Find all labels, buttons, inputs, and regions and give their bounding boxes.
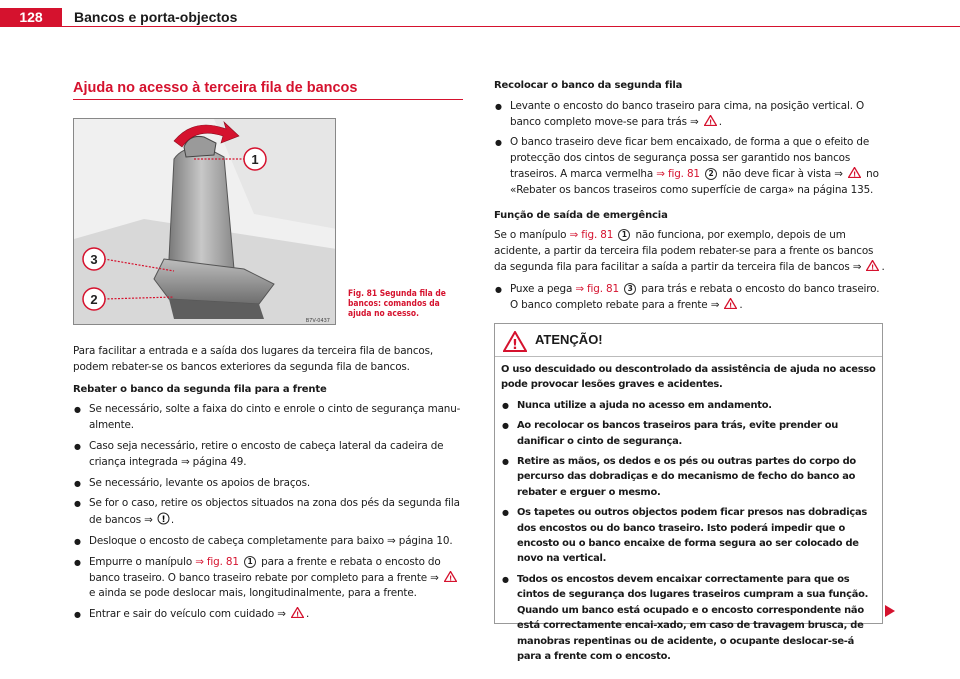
svg-text:!: ! [161, 515, 166, 526]
seat-illustration [74, 119, 336, 325]
list-item: ● Se necessário, solte a faixa do cinto e enrole o cinto de segurança manu-almente. [73, 402, 468, 434]
warning-body [495, 357, 882, 664]
list-item: ● Levante o encosto do banco traseiro para cima, na posição vertical. O banco completo move-se para trás ⇒ ! . [494, 99, 886, 131]
warning-box [494, 323, 883, 662]
list-item: ● O banco traseiro deve ficar bem encaixado, de forma a que o efeito de protecção dos cintos de segurança possa ser garantido nos bancos traseiros. A marca vermelha ⇒ fig. 81 2 não deve ficar à vista ⇒ ! no «Rebater os bancos traseiros como superfície de carga» na página 135. [494, 135, 886, 198]
ref-badge: 2 [705, 168, 717, 180]
right-column [494, 78, 886, 318]
intro-paragraph: Para facilitar a entrada e a saída dos lugares da terceira fila de bancos, podem rebater-se os bancos exteriores da segunda fila de bancos. [73, 345, 434, 373]
fig-link[interactable]: ⇒ fig. 81 [569, 229, 614, 242]
warning-icon [291, 607, 304, 618]
warning-triangle-icon [503, 331, 527, 352]
section-title: Ajuda no acesso à terceira fila de bancos [73, 80, 358, 96]
warning-icon [848, 167, 861, 178]
svg-text:!: ! [729, 301, 733, 309]
ref-badge: 1 [244, 556, 256, 568]
subhead-emergency: Função de saída de emergência [494, 209, 668, 221]
left-column [73, 344, 468, 628]
warning-icon [724, 298, 737, 309]
fig-link[interactable]: ⇒ fig. 81 [195, 555, 239, 568]
section-rule [73, 99, 463, 100]
list-item: ● Todos os encostos devem encaixar correctamente para que os cintos de segurança dos lugares traseiros cumpram a sua função. Quando um banco está ocupado e o encosto correspondente não está correctamente encai-xado, em caso de travagem brusca, de manobras repentinas ou de acidente, o ocupante deslocar-se-á para a frente com o encosto. [501, 572, 876, 664]
warning-icon [866, 260, 879, 271]
list-item: ● Se for o caso, retire os objectos situados na zona dos pés da segunda fila de bancos ⇒ ! . [73, 496, 468, 529]
figure-code: B7V-0437 [305, 318, 330, 324]
list-item: ● Caso seja necessário, retire o encosto de cabeça lateral da cadeira de criança integrada ⇒ página 49. [73, 439, 468, 471]
warning-title: ATENÇÃO! [535, 332, 603, 347]
svg-text:!: ! [708, 118, 712, 126]
header-rule [62, 26, 960, 27]
warning-header [495, 324, 882, 357]
warning-icon [444, 571, 457, 582]
page-header [0, 0, 960, 28]
emergency-paragraph: Se o manípulo ⇒ fig. 81 1 não funciona, por exemplo, depois de um acidente, a partir da terceira fila podem rebater-se para a frente os bancos da segunda fila para facilitar a saída a partir da terceira fila de bancos ⇒ ! . [494, 229, 885, 273]
list-item: ● Entrar e sair do veículo com cuidado ⇒ ! . [73, 607, 468, 623]
fig-link[interactable]: ⇒ fig. 81 [656, 167, 700, 180]
callout-3: 3 [90, 252, 98, 267]
ref-badge: 3 [624, 283, 636, 295]
warning-intro: O uso descuidado ou descontrolado da assistência de ajuda no acesso pode provocar lesões graves e acidentes. [501, 364, 876, 391]
list-item: ● Puxe a pega ⇒ fig. 81 3 para trás e rebata o encosto do banco traseiro. O banco completo rebate para a frente ⇒ ! . [494, 282, 886, 314]
subhead-fold-forward: Rebater o banco da segunda fila para a frente [73, 383, 327, 395]
svg-text:!: ! [871, 263, 875, 271]
list-item: ● Ao recolocar os bancos traseiros para trás, evite prender ou danificar o cinto de segurança. [501, 418, 876, 449]
callout-1: 1 [251, 152, 259, 167]
continue-arrow-icon [885, 605, 895, 617]
svg-text:!: ! [295, 610, 299, 619]
note-icon [157, 512, 170, 525]
callout-2: 2 [90, 292, 98, 307]
page-number: 128 [0, 8, 62, 27]
subhead-restore: Recolocar o banco da segunda fila [494, 80, 683, 91]
seat-figure [73, 118, 336, 325]
svg-text:!: ! [852, 170, 857, 178]
list-item: ● Se necessário, levante os apoios de braços. [73, 476, 468, 492]
list-item: ● Empurre o manípulo ⇒ fig. 81 1 para a frente e rebata o encosto do banco traseiro. O banco traseiro rebate por completo para a frente ⇒ ! e ainda se pode deslocar mais, longitudinalmente, para a frente. [73, 555, 468, 602]
list-item: ● Os tapetes ou outros objectos podem ficar presos nas dobradiças dos encostos ou do banco traseiro. Isto poderá impedir que o encosto ou o banco encaixe de forma segura ao ser colocado de novo na vertical. [501, 505, 876, 567]
svg-text:!: ! [512, 338, 518, 352]
svg-text:!: ! [448, 574, 452, 582]
figure-caption: Fig. 81 Segunda fila de bancos: comandos da ajuda no acesso. [348, 288, 446, 318]
fig-link[interactable]: ⇒ fig. 81 [575, 282, 619, 295]
running-title: Bancos e porta-objectos [74, 9, 238, 25]
list-item: ● Desloque o encosto de cabeça completamente para baixo ⇒ página 10. [73, 534, 468, 550]
warning-icon [704, 115, 717, 126]
list-item: ● Nunca utilize a ajuda no acesso em andamento. [501, 398, 876, 413]
ref-badge: 1 [618, 229, 630, 241]
list-item: ● Retire as mãos, os dedos e os pés ou outras partes do corpo do percurso das dobradiças e do mecanismo de fecho do banco ao rebater e erguer o mesmo. [501, 454, 876, 500]
